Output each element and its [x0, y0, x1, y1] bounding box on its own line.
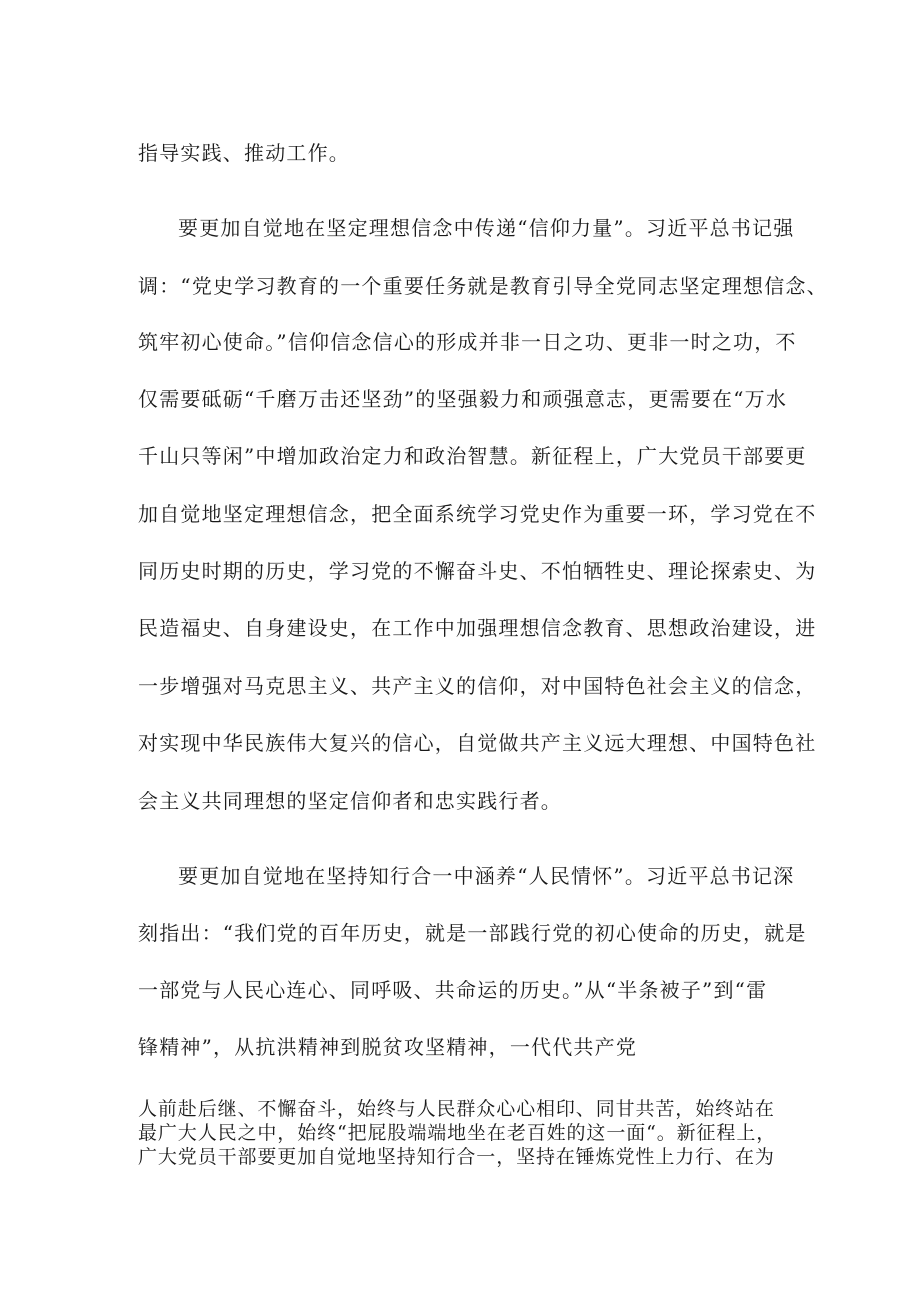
- text-line: 最广大人民之中，始终“把屁股端端地坐在老百姓的这一面“。新征程上，: [138, 1122, 777, 1144]
- text-line: 一步增强对马克思主义、共产主义的信仰，对中国特色社会主义的信念，: [138, 674, 817, 698]
- text-line: 同历史时期的历史，学习党的不懈奋斗史、不怕牺牲史、理论探索史、为: [138, 559, 817, 583]
- text-line: 锋精神”，从抗洪精神到脱贫攻坚精神，一代代共产党: [138, 1035, 638, 1059]
- paragraph-first-line: 要更加自觉地在坚定理想信念中传递“信仰力量”。习近平总书记强: [178, 216, 795, 240]
- text-line: 千山只等闲”中增加政治定力和政治智慧。新征程上，广大党员干部要更: [138, 444, 807, 468]
- text-line: 刻指出：“我们党的百年历史，就是一部践行党的初心使命的历史，就是: [138, 921, 807, 945]
- text-line: 广大党员干部要更加自觉地坚持知行合一，坚持在锤炼党性上力行、在为: [138, 1146, 775, 1168]
- text-line: 人前赴后继、不懈奋斗，始终与人民群众心心相印、同甘共苦，始终站在: [138, 1098, 775, 1120]
- text-line: 加自觉地坚定理想信念，把全面系统学习党史作为重要一环，学习党在不: [138, 502, 817, 526]
- text-line: 一部党与人民心连心、同呼吸、共命运的历史。”从“半条被子”到“雷: [138, 978, 768, 1002]
- text-line: 调：“党史学习教育的一个重要任务就是教育引导全党同志坚定理想信念、: [138, 274, 828, 298]
- text-line: 会主义共同理想的坚定信仰者和忠实践行者。: [138, 789, 562, 813]
- text-line: 筑牢初心使命。”信仰信念信心的形成并非一日之功、更非一时之功，不: [138, 330, 797, 354]
- text-line: 仅需要砥砺“千磨万击还坚劲”的坚强毅力和顽强意志，更需要在“万水: [138, 387, 788, 411]
- text-line: 指导实践、推动工作。: [138, 141, 350, 165]
- text-line: 民造福史、自身建设史，在工作中加强理想信念教育、思想政治建设，进: [138, 616, 817, 640]
- text-line: 对实现中华民族伟大复兴的信心，自觉做共产主义远大理想、中国特色社: [138, 731, 817, 755]
- paragraph-first-line: 要更加自觉地在坚持知行合一中涵养“人民情怀”。习近平总书记深: [178, 864, 795, 888]
